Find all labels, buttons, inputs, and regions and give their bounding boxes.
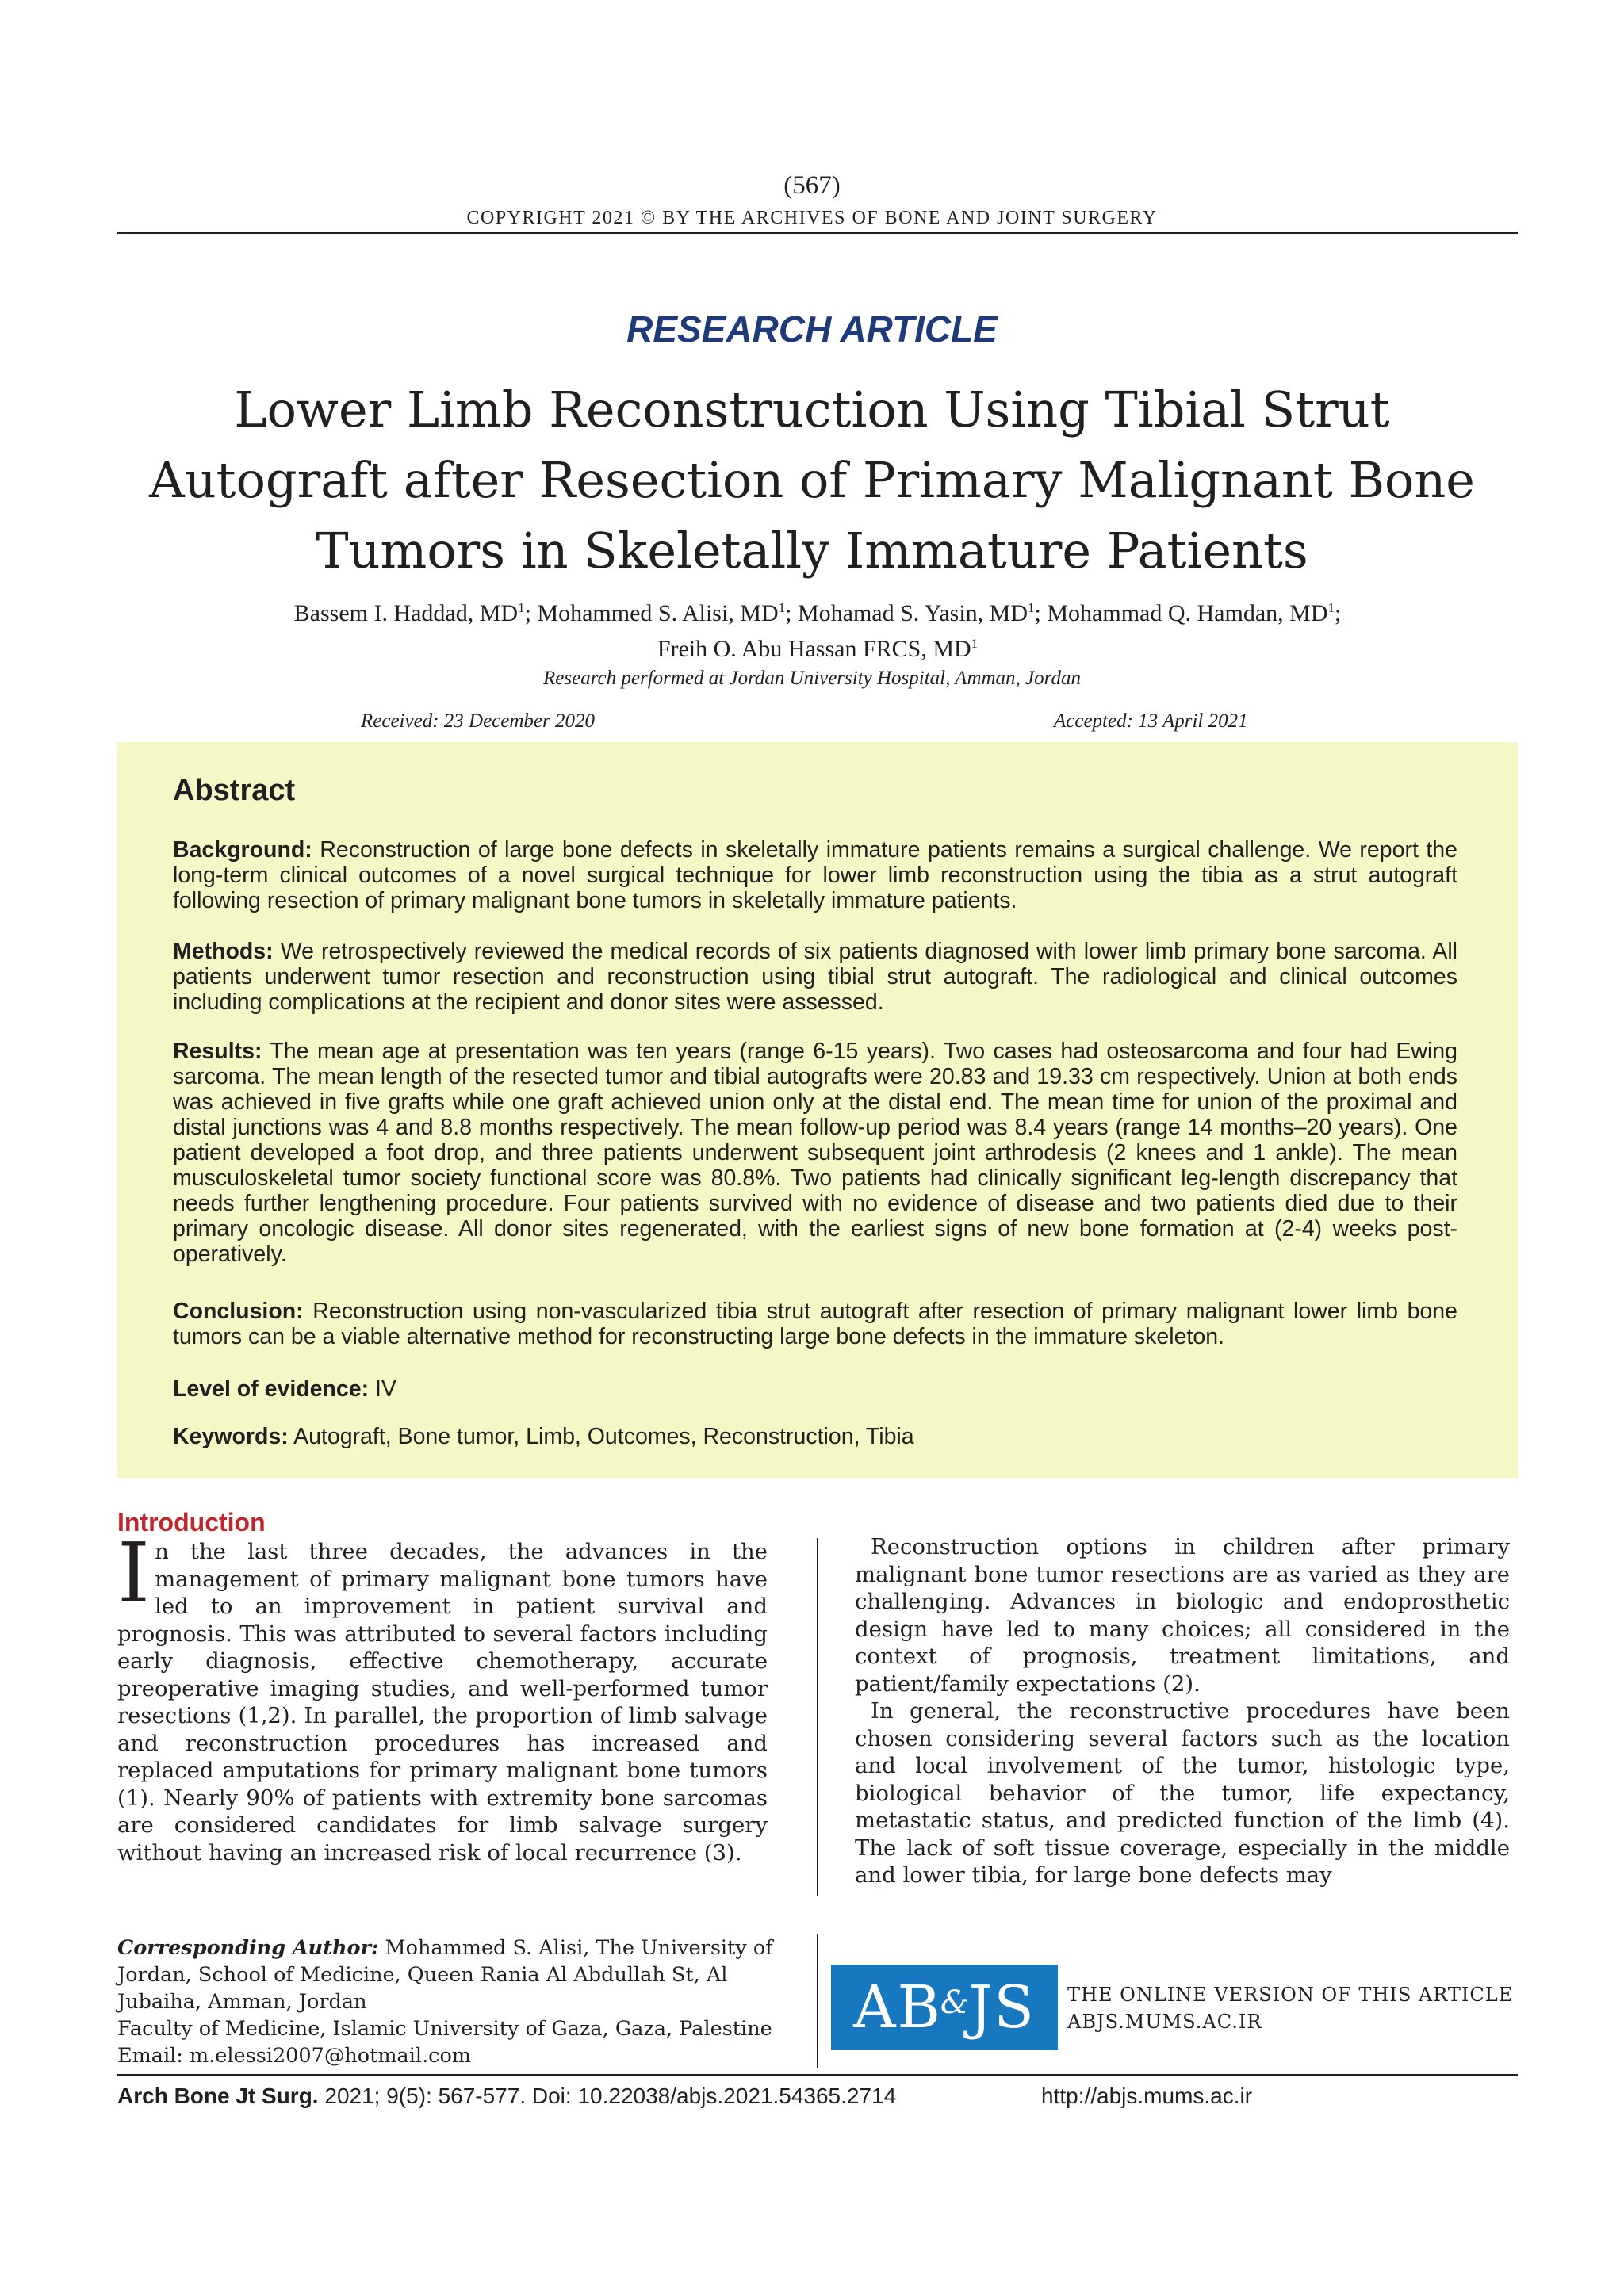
author-affiliation: 1 bbox=[778, 600, 786, 615]
section-label: Keywords: bbox=[173, 1424, 289, 1449]
corr-affiliation: Faculty of Medicine, Islamic University of Gaza, Gaza, Palestine bbox=[117, 2017, 772, 2041]
title-line: Autograft after Resection of Primary Malignant Bone bbox=[148, 451, 1476, 509]
author-name: Bassem I. Haddad, MD bbox=[293, 600, 519, 626]
intro-paragraph: n the last three decades, the advances in the management of primary malignant bone tumors have led to an improvement in patient survival and prognosis. This was attributed to several factors including early diagnosis, effective chemotherapy, accurate preoperative imaging studies, and well-performed tumor resections (1,2). In parallel, the proportion of limb salvage and reconstruction procedures has increased and replaced amputations for primary malignant bone tumors (1). Nearly 90% of patients with extremity bone sarcomas are considered candidates for limb salvage surgery without having an increased risk of local recurrence (3). bbox=[117, 1539, 768, 1866]
abstract-keywords bbox=[173, 1424, 1457, 1449]
logo-right: JS bbox=[968, 1973, 1036, 2042]
author-line bbox=[117, 629, 1518, 664]
section-text: Reconstruction of large bone defects in skeletally immature patients remains a surgical challenge. We report the long-term clinical outcomes of a novel surgical technique for lower limb reconstruction using the tibia as a strut autograft following resection of primary malignant bone tumors in skeletally immature patients. bbox=[173, 837, 1458, 913]
author-name: Mohamad S. Yasin, MD bbox=[797, 600, 1028, 626]
corr-label: Corresponding Author: bbox=[117, 1936, 379, 1960]
abstract-results bbox=[173, 1039, 1457, 1267]
section-text: IV bbox=[375, 1376, 396, 1402]
author-list bbox=[117, 593, 1518, 664]
section-text: We retrospectively reviewed the medical records of six patients diagnosed with lower limb primary bone sarcoma. All patients underwent tumor resection and reconstruction using tibial strut autograft. The radiological and clinical outcomes including complications at the recipient and donor sites were assessed. bbox=[173, 939, 1457, 1015]
section-label: Methods: bbox=[173, 939, 274, 964]
author-affiliation: 1 bbox=[1028, 600, 1035, 615]
section-text: Reconstruction using non-vascularized tibia strut autograft after resection of primary malignant lower limb bone tumors can be a viable alternative method for reconstructing large bone defects in the immature skeleton. bbox=[173, 1299, 1457, 1349]
citation-details: 2021; 9(5): 567-577. Doi: 10.22038/abjs.2021.54365.2714 bbox=[324, 2084, 897, 2108]
section-label: Level of evidence: bbox=[173, 1376, 370, 1402]
introduction-heading: Introduction bbox=[117, 1508, 266, 1536]
page-number: (567) bbox=[783, 171, 841, 200]
abjs-logo bbox=[831, 1965, 1058, 2050]
journal-url[interactable]: http://abjs.mums.ac.ir bbox=[1041, 2084, 1253, 2108]
drop-cap: I bbox=[117, 1525, 151, 1621]
citation-line bbox=[117, 2084, 896, 2109]
received-date: Received: 23 December 2020 bbox=[361, 710, 595, 732]
section-label: Results: bbox=[173, 1039, 262, 1064]
title-line: Tumors in Skeletally Immature Patients bbox=[316, 522, 1308, 580]
title-line: Lower Limb Reconstruction Using Tibial Strut bbox=[234, 381, 1390, 438]
corr-email: Email: m.elessi2007@hotmail.com bbox=[117, 2044, 471, 2068]
logo-ampersand: & bbox=[940, 1984, 971, 2021]
section-text: The mean age at presentation was ten years (range 6-15 years). Two cases had osteosarcoma and four had Ewing sarcoma. The mean length of the resected tumor and tibial autografts were 20.83 and 19.33 cm respectively. Union at both ends was achieved in five grafts while one graft achieved union only at the distal end. The mean time for union of the proximal and distal junctions was 4 and 8.8 months respectively. The mean follow-up period was 8.4 years (range 14 months–20 years). One patient developed a foot drop, and three patients underwent subsequent joint arthrodesis (2 knees and 1 ankle). The mean musculoskeletal tumor society functional score was 80.8%. Two patients had clinically significant leg-length discrepancy that needs further lengthening procedure. Four patients survived with no evidence of disease and two patients died due to their primary oncologic disease. All donor sites regenerated, with the earliest signs of new bone formation at (2-4) weeks post-operatively. bbox=[173, 1039, 1457, 1267]
article-type: RESEARCH ARTICLE bbox=[626, 308, 998, 350]
body-paragraph: In general, the reconstructive procedures have been chosen considering several factors such as the location and local involvement of the tumor, histologic type, biological behavior of the tumor, life expectancy, metastatic status, and predicted function of the limb (4). The lack of soft tissue coverage, especially in the middle and lower tibia, for large bone defects may bbox=[855, 1698, 1510, 1888]
copyright-line: COPYRIGHT 2021 © BY THE ARCHIVES OF BONE AND JOINT SURGERY bbox=[466, 208, 1158, 228]
institution-line: Research performed at Jordan University Hospital, Amman, Jordan bbox=[543, 668, 1081, 689]
abstract-methods bbox=[173, 939, 1457, 1015]
online-version-site: ABJS.MUMS.AC.IR bbox=[1067, 2011, 1262, 2033]
article-title bbox=[79, 374, 1545, 586]
author-line: Bassem I. Haddad, $MD^1$; Mohammed S. Alisi, $MD^1$; Mohamad S. Yasin, $MD^1$; Mohammad Q. Hamdan, $MD^1$; bbox=[293, 600, 1342, 626]
body-paragraph: Reconstruction options in children after primary malignant bone tumor resections are as varied as they are challenging. Advances in biologic and endoprosthetic design have led to many choices; all considered in the context of prognosis, treatment limitations, and patient/family expectations (2). bbox=[855, 1534, 1510, 1697]
author-affiliation: 1 bbox=[518, 600, 525, 615]
body-column-right bbox=[855, 1533, 1510, 1889]
corr-line bbox=[117, 1934, 783, 2015]
logo-left: AB bbox=[853, 1973, 942, 2042]
section-label: Conclusion: bbox=[173, 1299, 304, 1324]
footer-divider bbox=[817, 1934, 818, 2068]
footer-rule bbox=[117, 2074, 1518, 2076]
section-label: Background: bbox=[173, 837, 312, 863]
author-name: Mohammad Q. Hamdan, MD bbox=[1047, 600, 1328, 626]
author-name: Freih O. Abu Hassan FRCS, MD bbox=[657, 636, 971, 662]
column-divider bbox=[817, 1538, 818, 1896]
abstract-conclusion bbox=[173, 1299, 1457, 1349]
corresponding-author bbox=[117, 1934, 783, 2069]
section-text: Autograft, Bone tumor, Limb, Outcomes, Reconstruction, Tibia bbox=[293, 1424, 914, 1449]
citation-journal: Arch Bone Jt Surg. bbox=[117, 2084, 319, 2108]
accepted-date: Accepted: 13 April 2021 bbox=[1054, 710, 1248, 732]
author-affiliation: 1 bbox=[971, 636, 979, 651]
abstract-heading: Abstract bbox=[173, 774, 296, 807]
abstract-background bbox=[173, 837, 1457, 913]
header-rule bbox=[117, 232, 1518, 234]
online-version-label: THE ONLINE VERSION OF THIS ARTICLE bbox=[1067, 1984, 1514, 2006]
corr-address: Mohammed S. Alisi, The University of Jordan, School of Medicine, Queen Rania Al Abdullah St, Al Jubaiha, Amman, Jordan bbox=[117, 1936, 773, 2014]
author-affiliation: 1 bbox=[1327, 600, 1335, 615]
author-name: Mohammed S. Alisi, MD bbox=[537, 600, 779, 626]
logo-text bbox=[853, 1973, 1036, 2042]
body-column-left bbox=[117, 1525, 768, 1866]
abstract-level-of-evidence bbox=[173, 1376, 1457, 1402]
